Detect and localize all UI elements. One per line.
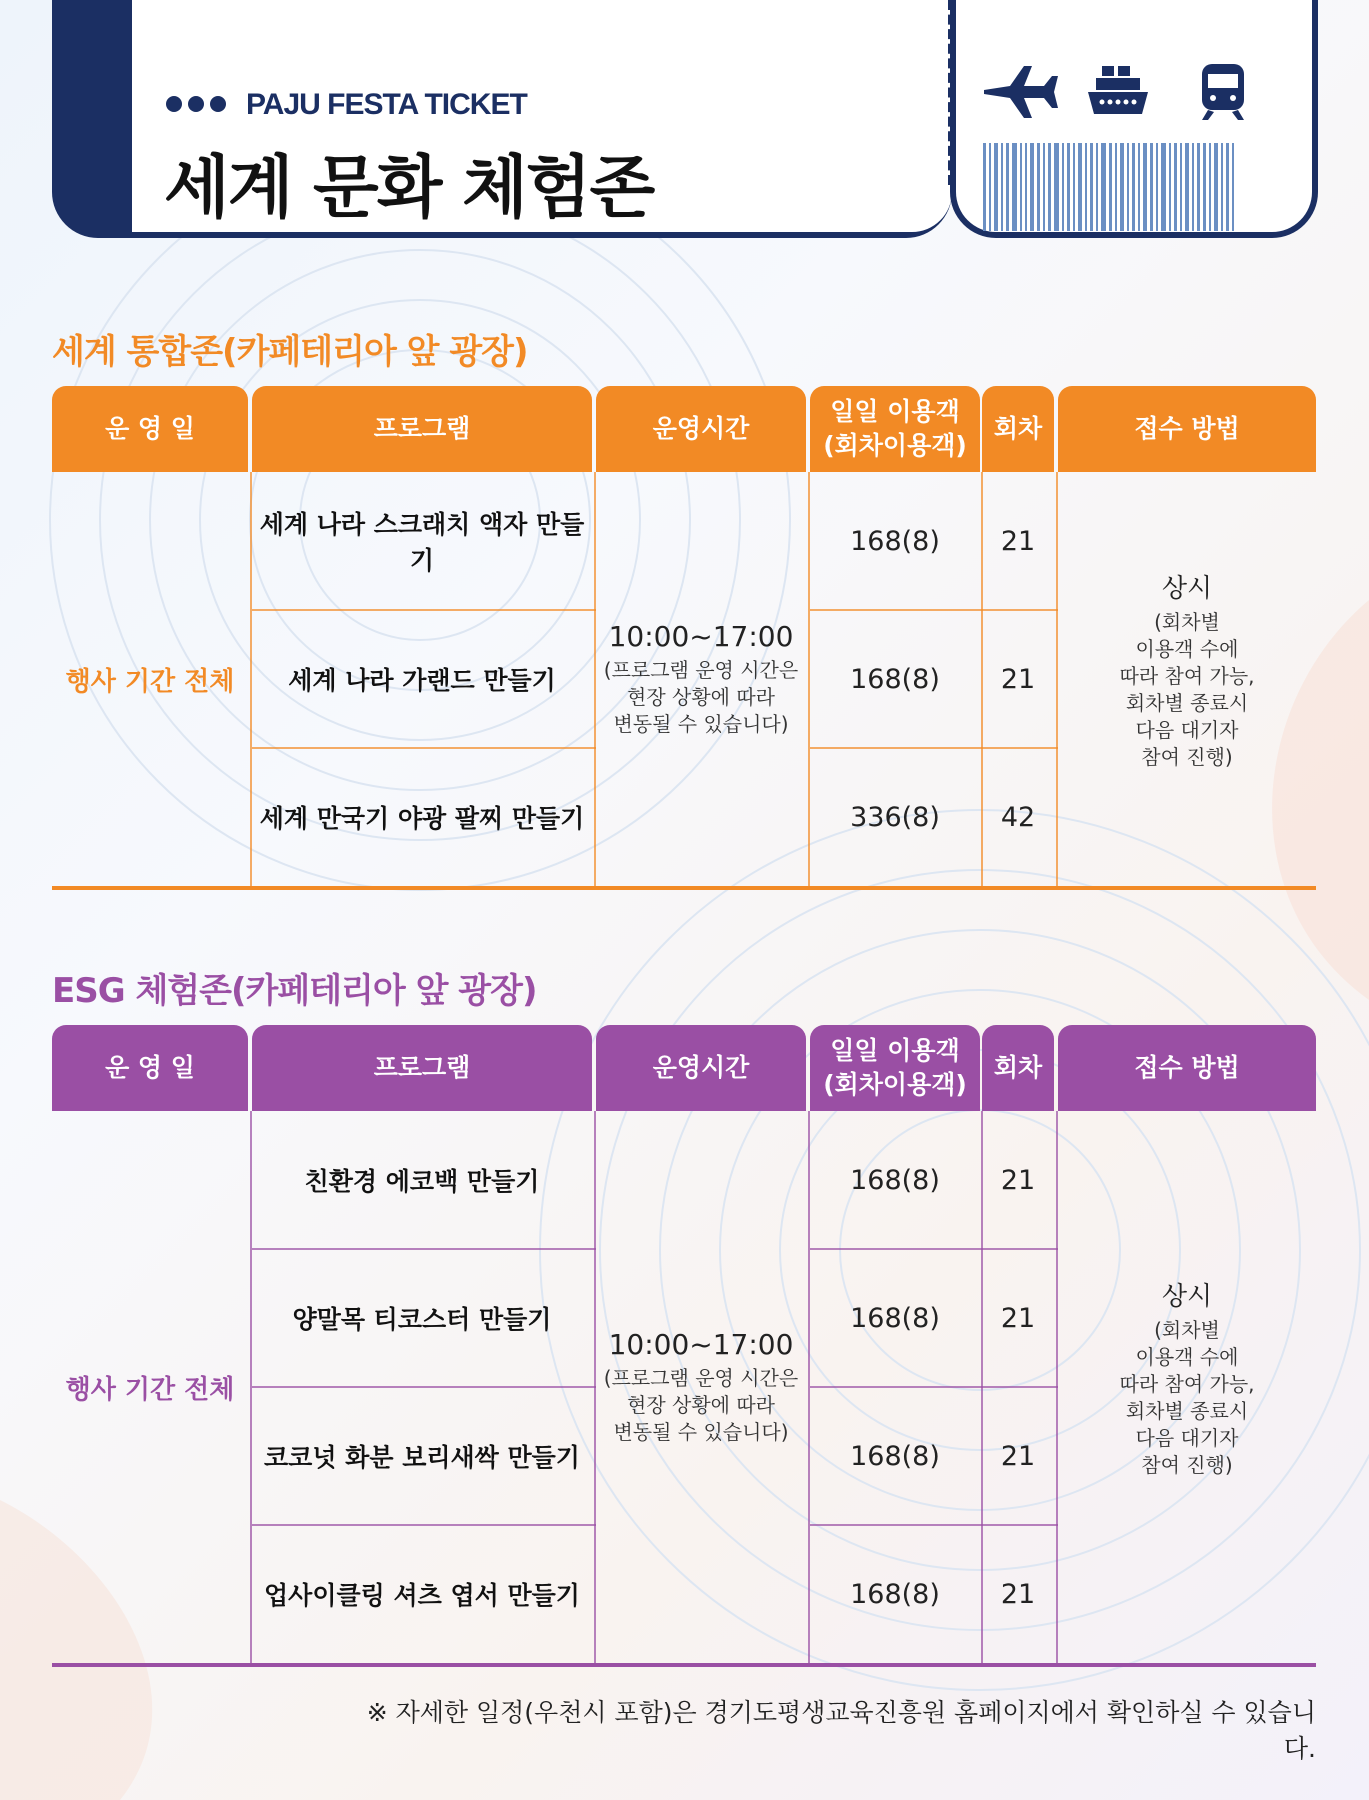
program-name: 세계 나라 가랜드 만들기 (288, 666, 556, 695)
reception-note-line: 참여 진행) (1141, 1452, 1233, 1477)
daily-visitors: 168(8) (850, 663, 940, 695)
column-divider (250, 1111, 252, 1663)
reception-method (1058, 472, 1316, 886)
schedule-table-global-zone (52, 386, 1316, 886)
reception-note-line: (회차별 (1154, 609, 1220, 634)
header-reception: 접수 방법 (1058, 386, 1316, 472)
time-note-line: 현장 상황에 따라 (627, 685, 775, 709)
row-divider (810, 1524, 1058, 1526)
reception-note-line: 따라 참여 가능, (1119, 663, 1255, 688)
program-name: 업사이클링 셔츠 엽서 만들기 (264, 1581, 580, 1610)
daily-visitors: 168(8) (850, 1578, 940, 1610)
session-count: 21 (1000, 1578, 1036, 1610)
column-divider (1056, 472, 1058, 886)
daily-visitors: 168(8) (850, 525, 940, 557)
reception-note-line: (회차별 (1154, 1317, 1220, 1342)
row-divider (810, 1386, 1058, 1388)
program-name: 세계 만국기 야광 팔찌 만들기 (259, 804, 585, 833)
column-divider (594, 472, 596, 886)
perforation-line (948, 0, 953, 185)
header-visitors-sublabel: (회차이용객) (823, 431, 967, 460)
reception-method (1058, 1111, 1316, 1663)
airplane-icon (984, 66, 1058, 118)
session-count: 21 (1000, 663, 1036, 695)
table-bottom-rule (52, 886, 1316, 890)
time-note-line: (프로그램 운영 시간은 (603, 1366, 799, 1390)
reception-note-line: 다음 대기자 (1135, 717, 1239, 742)
dots-decoration (166, 96, 226, 112)
header-day: 운 영 일 (52, 386, 248, 472)
column-divider (808, 1111, 810, 1663)
reception-note-line: 참여 진행) (1141, 744, 1233, 769)
reception-note-line: 이용객 수에 (1135, 636, 1239, 661)
time-note-line: 변동될 수 있습니다) (613, 712, 789, 736)
program-name: 친환경 에코백 만들기 (304, 1167, 540, 1196)
header-visitors-sublabel: (회차이용객) (823, 1070, 967, 1099)
operating-day: 행사 기간 전체 (65, 1374, 235, 1405)
header-reception: 접수 방법 (1058, 1025, 1316, 1111)
row-divider (252, 1524, 596, 1526)
reception-note-line: 이용객 수에 (1135, 1344, 1239, 1369)
program-name: 양말목 티코스터 만들기 (292, 1305, 552, 1334)
header-sessions: 회차 (982, 386, 1054, 472)
session-count: 42 (1000, 801, 1036, 833)
time-note-line: (프로그램 운영 시간은 (603, 658, 799, 682)
page-title: 세계 문화 체험존 (164, 149, 654, 228)
column-divider (1056, 1111, 1058, 1663)
program-name: 코코넛 화분 보리새싹 만들기 (264, 1443, 580, 1472)
header-visitors-label: 일일 이용객 (830, 1036, 960, 1065)
train-icon (1202, 64, 1244, 120)
header-program: 프로그램 (252, 1025, 592, 1111)
header-time: 운영시간 (596, 386, 806, 472)
header-time: 운영시간 (596, 1025, 806, 1111)
header-day: 운 영 일 (52, 1025, 248, 1111)
row-divider (810, 747, 1058, 749)
program-name: 세계 나라 스크래치 액자 만들기 (259, 510, 585, 575)
ship-icon (1088, 66, 1148, 114)
reception-note-line: 회차별 종료시 (1125, 690, 1249, 715)
time-note-line: 변동될 수 있습니다) (613, 1420, 789, 1444)
schedule-table-esg-zone (52, 1025, 1316, 1665)
reception-note-line: 회차별 종료시 (1125, 1398, 1249, 1423)
reception-main: 상시 (1161, 1281, 1213, 1312)
time-range: 10:00~17:00 (608, 620, 794, 653)
transport-icons (980, 62, 1280, 122)
daily-visitors: 336(8) (850, 801, 940, 833)
reception-main: 상시 (1161, 573, 1213, 604)
column-divider (981, 1111, 983, 1663)
column-divider (250, 472, 252, 886)
daily-visitors: 168(8) (850, 1440, 940, 1472)
header-sessions: 회차 (982, 1025, 1054, 1111)
row-divider (252, 609, 596, 611)
operating-time (596, 472, 806, 886)
session-count: 21 (1000, 1440, 1036, 1472)
reception-note-line: 다음 대기자 (1135, 1425, 1239, 1450)
session-count: 21 (1000, 1164, 1036, 1196)
table-bottom-rule (52, 1663, 1316, 1667)
daily-visitors: 168(8) (850, 1302, 940, 1334)
header-program: 프로그램 (252, 386, 592, 472)
row-divider (252, 1386, 596, 1388)
header-visitors-label: 일일 이용객 (830, 397, 960, 426)
row-divider (252, 1248, 596, 1250)
ticket-subtitle: PAJU FESTA TICKET (246, 88, 527, 121)
row-divider (252, 747, 596, 749)
header-visitors (810, 1025, 980, 1111)
row-divider (810, 1248, 1058, 1250)
session-count: 21 (1000, 525, 1036, 557)
time-note-line: 현장 상황에 따라 (627, 1393, 775, 1417)
daily-visitors: 168(8) (850, 1164, 940, 1196)
column-divider (808, 472, 810, 886)
operating-time (596, 1111, 806, 1663)
operating-day: 행사 기간 전체 (65, 666, 235, 697)
section-title-esg-zone: ESG 체험존(카페테리아 앞 광장) (52, 971, 537, 1011)
time-range: 10:00~17:00 (608, 1328, 794, 1361)
header-visitors (810, 386, 980, 472)
section-title-global-zone: 세계 통합존(카페테리아 앞 광장) (52, 332, 528, 372)
reception-note-line: 따라 참여 가능, (1119, 1371, 1255, 1396)
column-divider (981, 472, 983, 886)
footnote: ※ 자세한 일정(우천시 포함)은 경기도평생교육진흥원 홈페이지에서 확인하실 수 있습니다. (366, 1698, 1316, 1763)
column-divider (594, 1111, 596, 1663)
barcode (983, 143, 1280, 231)
row-divider (810, 609, 1058, 611)
session-count: 21 (1000, 1302, 1036, 1334)
